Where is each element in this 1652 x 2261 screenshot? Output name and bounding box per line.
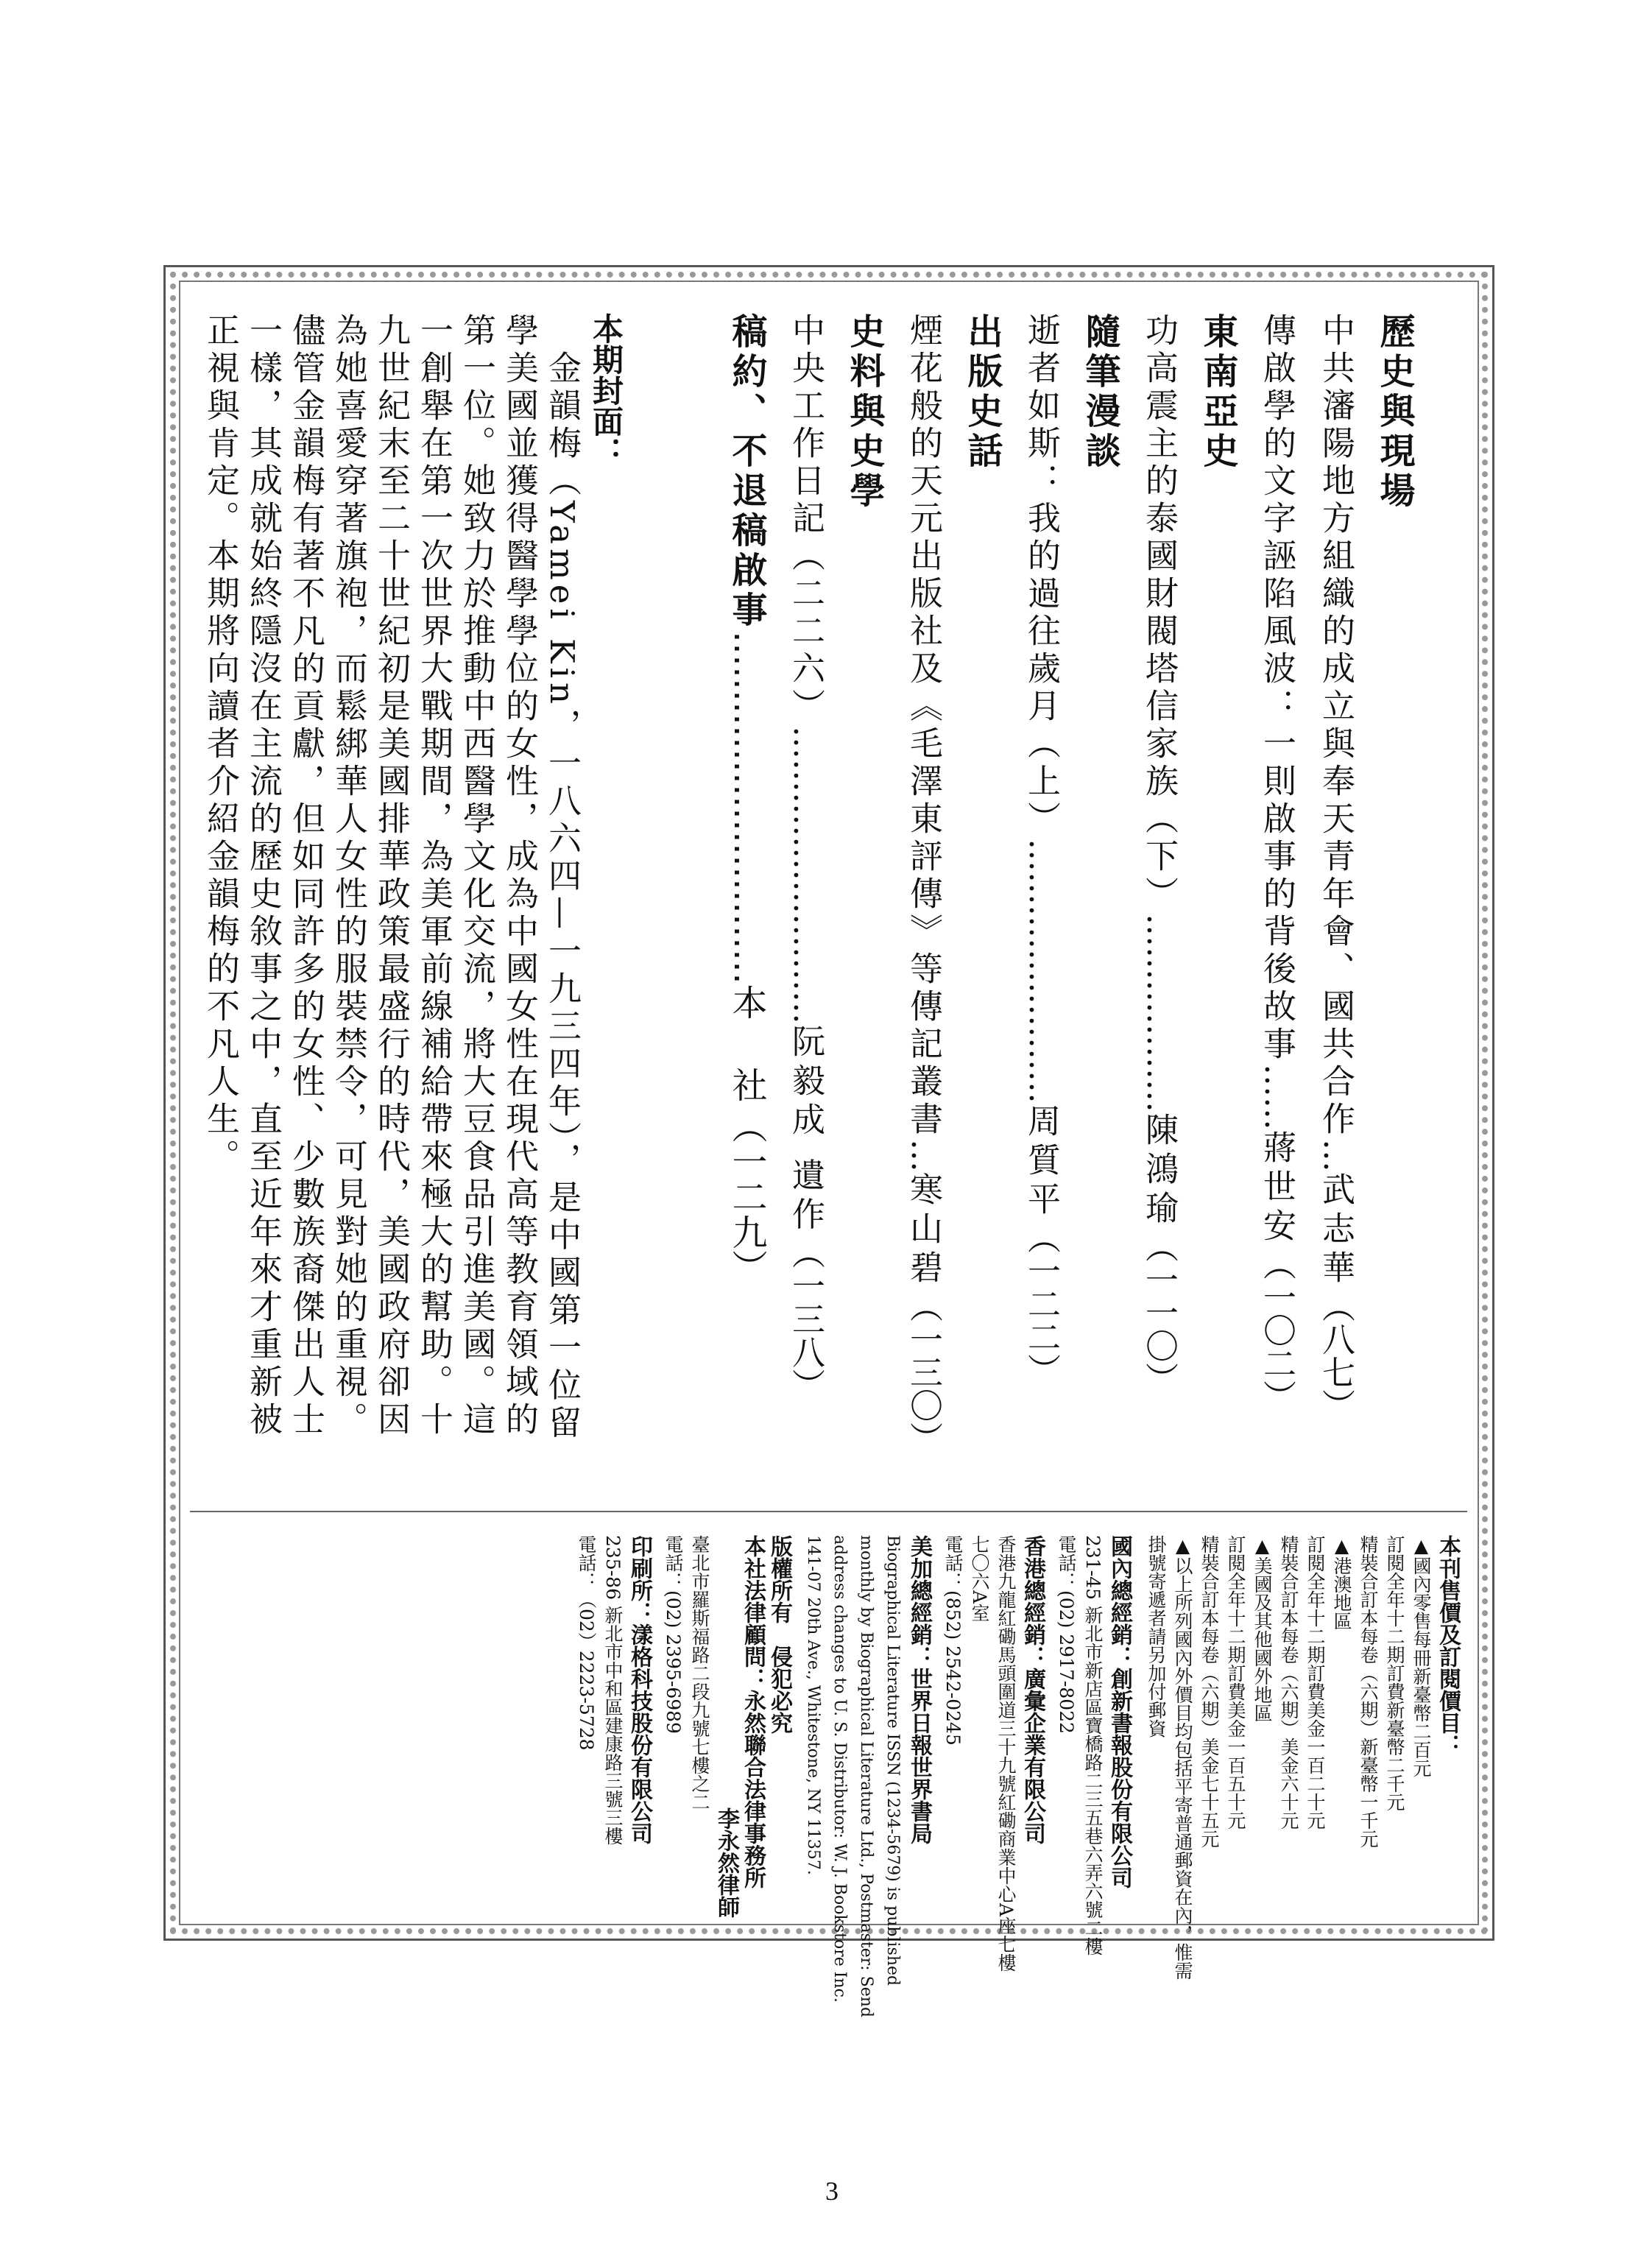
entry-page: （一〇二）	[1257, 1247, 1296, 1413]
entry-title: 功高震主的泰國財閥塔信家族（下）	[1140, 313, 1179, 914]
price-line: 訂閱全年十二期訂費新臺幣二千元	[1384, 1535, 1405, 1811]
copyright-notice: 版權所有 侵犯必究	[766, 1535, 792, 1734]
printer-title: 印刷所：漾格科技股份有限公司	[626, 1535, 652, 1844]
price-line: ▲美國及其他國外地區	[1252, 1535, 1273, 1722]
entry-leader: …	[1316, 1139, 1355, 1172]
domestic-distributor-title: 國內總經銷：創新書報股份有限公司	[1106, 1535, 1132, 1888]
us-distributor-line: monthly by Biographical Literature Ltd., Postmaster: Send	[857, 1535, 875, 2018]
toc-entry	[1306, 313, 1365, 1491]
hk-distributor-line: 七〇六A室	[969, 1535, 990, 1623]
toc-entry	[1012, 313, 1070, 1491]
us-distributor-line: 141-07 20th Ave., Whitestone, NY 11357.	[804, 1535, 822, 1875]
domestic-distributor-line: 電話：(02) 2917-8022	[1056, 1535, 1077, 1734]
entry-leader: ……	[1257, 1064, 1296, 1130]
legal-counsel-line: 臺北市羅斯福路二段九號七樓之二	[689, 1535, 710, 1811]
entry-author: 周質平	[1022, 1104, 1061, 1221]
legal-counsel-line: 電話：(02) 2395-6989	[663, 1535, 684, 1734]
price-line: ▲港澳地區	[1331, 1535, 1352, 1630]
hk-distributor-line: 電話：(852) 2542-0245	[942, 1535, 964, 1746]
printer-line: 電話：（02）2223-5728	[576, 1535, 597, 1751]
entry-author: 寒山碧	[904, 1172, 943, 1289]
entry-leader: …………………………	[726, 631, 767, 984]
section-title: 出版史話	[961, 313, 1003, 472]
entry-page: （八七）	[1316, 1289, 1355, 1422]
page-number: 3	[825, 2176, 839, 2206]
entry-leader: ………………………	[786, 726, 825, 1024]
entry-title: 煙花般的天元出版社及《毛澤東評傳》等傳記叢書	[904, 313, 943, 1139]
entry-author: 本 社	[726, 984, 767, 1108]
entry-leader: ……………………	[1022, 839, 1061, 1104]
entry-page: （一二九）	[726, 1108, 767, 1285]
price-line: ▲以上所列國內外價目均包括平寄普通郵資在內，惟需	[1172, 1535, 1193, 1980]
printer-line: 235-86 新北市中和區建康路三號三樓	[602, 1535, 624, 1845]
legal-counsel-title: 本社法律顧問：永然聯合法律事務所	[740, 1535, 766, 1888]
entry-title: 傳啟學的文字誣陷風波：一則啟事的背後故事	[1257, 313, 1296, 1064]
price-line: 精裝合訂本每卷（六期）新臺幣一千元	[1358, 1535, 1379, 1848]
price-line: 精裝合訂本每卷（六期）美金七十五元	[1199, 1535, 1220, 1848]
notice-entry	[717, 313, 776, 1491]
price-line: 訂閱全年十二期訂費美金一百二十元	[1305, 1535, 1326, 1830]
entry-leader: …	[904, 1139, 943, 1172]
toc-entry	[776, 313, 835, 1491]
entry-title: 中共瀋陽地方組織的成立與奉天青年會、國共合作	[1316, 313, 1355, 1139]
us-distributor-line: Biographical Literature ISSN (1234-5679) is published	[883, 1535, 902, 1986]
entry-leader: ………………	[1140, 914, 1179, 1112]
toc-entry	[1129, 313, 1188, 1491]
section-title: 隨筆漫談	[1079, 313, 1120, 472]
publication-info	[573, 1535, 1461, 2018]
entry-title: 中央工作日記（二二六）	[786, 313, 825, 726]
entry-author: 阮毅成 遺作	[786, 1024, 825, 1236]
us-distributor-line: address changes to U. S. Distributor: W. J. Bookstore Inc.	[830, 1535, 849, 2003]
cover-section	[187, 313, 629, 1491]
entry-page: （一二二）	[1022, 1221, 1061, 1386]
price-title: 本刊售價及訂閱價目：	[1435, 1535, 1461, 1756]
legal-counsel-name: 李永然律師	[713, 1807, 739, 1918]
section-divider	[190, 1511, 1467, 1512]
notice-title: 稿約、不退稿啟事	[726, 313, 767, 631]
entry-title: 逝者如斯：我的過往歲月（上）	[1022, 313, 1061, 839]
hk-distributor-line: 香港九龍紅磡馬頭圍道三十九號紅磡商業中心A座七樓	[995, 1535, 1017, 1972]
hk-distributor-title: 香港總經銷：廣彙企業有限公司	[1020, 1535, 1045, 1844]
price-line: 訂閱全年十二期訂費美金一百五十元	[1225, 1535, 1246, 1830]
section-title: 史料與史學	[844, 313, 885, 512]
entry-author: 陳鴻瑜	[1140, 1112, 1179, 1230]
entry-page: （一三八）	[786, 1235, 825, 1402]
entry-author: 蔣世安	[1257, 1130, 1296, 1247]
cover-title: 本期封面：	[588, 313, 624, 468]
entry-page: （一三〇）	[904, 1289, 943, 1455]
cover-description: 金韻梅（Yamei Kin，一八六四—一九三四年），是中國第一位留學美國並獲得醫學學位的女性，成為中國女性在現代高等教育領域的第一位。她致力於推動中西醫學文化交流，將大豆食品引進美國。這一創舉在第一次世界大戰期間，為美軍前線補給帶來極大的幫助。十九世紀末至二十世紀初是美國排華政策最盛行的時代，美國政府卻因為她喜愛穿著旗袍，而鬆綁華人女性的服裝禁令，可見對她的重視。儘管金韻梅有著不凡的貢獻，但如同許多的女性、少數族裔傑出人士一樣，其成就始終隱沒在主流的歷史敘事之中，直至近年來才重新被正視與肯定。本期將向讀者介紹金韻梅的不凡人生。	[201, 313, 582, 1443]
toc-entry	[894, 313, 953, 1491]
entry-page: （一一〇）	[1140, 1230, 1179, 1395]
toc-entry	[1247, 313, 1306, 1491]
price-line: 精裝合訂本每卷（六期）美金六十元	[1278, 1535, 1299, 1830]
us-distributor-title: 美加總經銷：世界日報世界書局	[906, 1535, 932, 1844]
section-title: 歷史與現場	[1374, 313, 1415, 512]
entry-author: 武志華	[1316, 1172, 1355, 1289]
section-title: 東南亞史	[1197, 313, 1238, 472]
table-of-contents	[717, 313, 1424, 1491]
price-line: ▲國內零售每冊新臺幣二百元	[1411, 1535, 1432, 1777]
domestic-distributor-line: 231-45 新北市新店區寶橋路二三五巷六弄六號二樓	[1082, 1535, 1104, 1955]
price-line: 掛號寄遞者請另加付郵資	[1146, 1535, 1167, 1738]
